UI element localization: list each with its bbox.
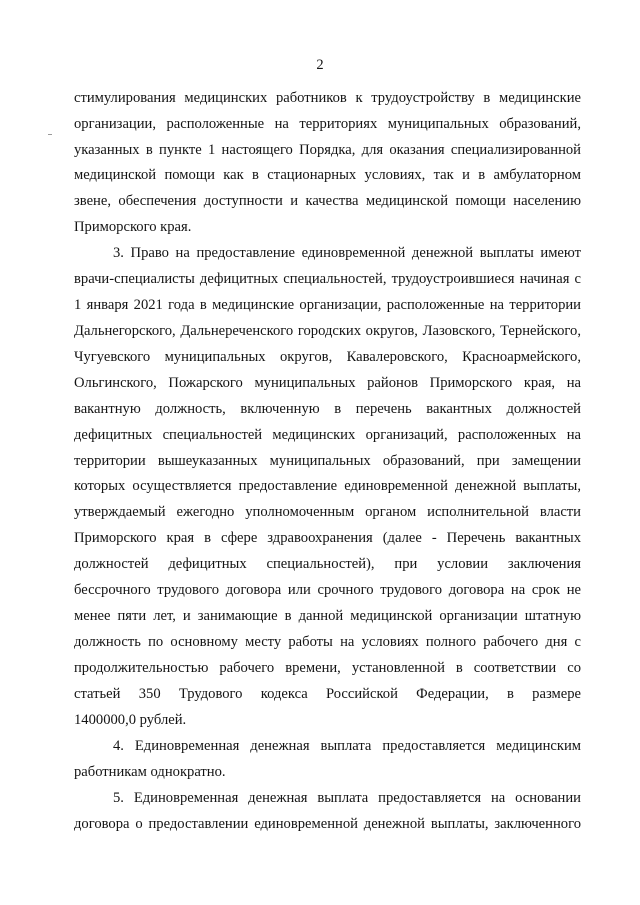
text-line-23: продолжительностью рабочего времени, установленной в соответствии со xyxy=(74,660,581,676)
text-line-14: дефицитных специальностей медицинских организаций, расположенных на xyxy=(74,427,581,443)
text-line-25: 1400000,0 рублей. xyxy=(74,712,187,728)
text-line-19: должностей дефицитных специальностей), при условии заключения xyxy=(74,556,581,572)
text-line-3: указанных в пункте 1 настоящего Порядка, для оказания специализированной xyxy=(74,142,581,158)
text-line-7: 3. Право на предоставление единовременной денежной выплаты имеют xyxy=(113,245,581,261)
text-line-20: бессрочного трудового договора или срочного трудового договора на срок не xyxy=(74,582,581,598)
text-line-1: стимулирования медицинских работников к трудоустройству в медицинские xyxy=(74,90,581,106)
text-line-26: 4. Единовременная денежная выплата предоставляется медицинским xyxy=(113,738,581,754)
text-line-9: 1 января 2021 года в медицинские организации, расположенные на территории xyxy=(74,297,581,313)
text-line-8: врачи-специалисты дефицитных специальностей, трудоустроившиеся начиная с xyxy=(74,271,581,287)
text-line-4: медицинской помощи как в стационарных условиях, так и в амбулаторном xyxy=(74,167,581,183)
text-line-28: 5. Единовременная денежная выплата предоставляется на основании xyxy=(113,790,581,806)
text-line-12: Ольгинского, Пожарского муниципальных районов Приморского края, на xyxy=(74,375,581,391)
text-line-22: должность по основному месту работы на условиях полного рабочего дня с xyxy=(74,634,581,650)
text-line-13: вакантную должность, включенную в перечень вакантных должностей xyxy=(74,401,581,417)
text-line-2: организации, расположенные на территориях муниципальных образований, xyxy=(74,116,581,132)
page-number: 2 xyxy=(316,57,324,73)
margin-mark xyxy=(48,134,52,135)
text-line-29: договора о предоставлении единовременной денежной выплаты, заключенного xyxy=(74,816,581,832)
text-line-10: Дальнегорского, Дальнереченского городских округов, Лазовского, Тернейского, xyxy=(74,323,581,339)
text-line-27: работникам однократно. xyxy=(74,764,226,780)
text-line-16: которых осуществляется предоставление единовременной денежной выплаты, xyxy=(74,478,581,494)
text-line-24: статьей 350 Трудового кодекса Российской Федерации, в размере xyxy=(74,686,581,702)
text-line-18: Приморского края в сфере здравоохранения (далее - Перечень вакантных xyxy=(74,530,581,546)
text-line-21: менее пяти лет, и занимающие в данной медицинской организации штатную xyxy=(74,608,581,624)
text-line-5: звене, обеспечения доступности и качества медицинской помощи населению xyxy=(74,193,581,209)
text-line-6: Приморского края. xyxy=(74,219,192,235)
text-line-15: территории вышеуказанных муниципальных образований, при замещении xyxy=(74,453,581,469)
text-line-11: Чугуевского муниципальных округов, Кавалеровского, Красноармейского, xyxy=(74,349,581,365)
text-line-17: утверждаемый ежегодно уполномоченным органом исполнительной власти xyxy=(74,504,581,520)
